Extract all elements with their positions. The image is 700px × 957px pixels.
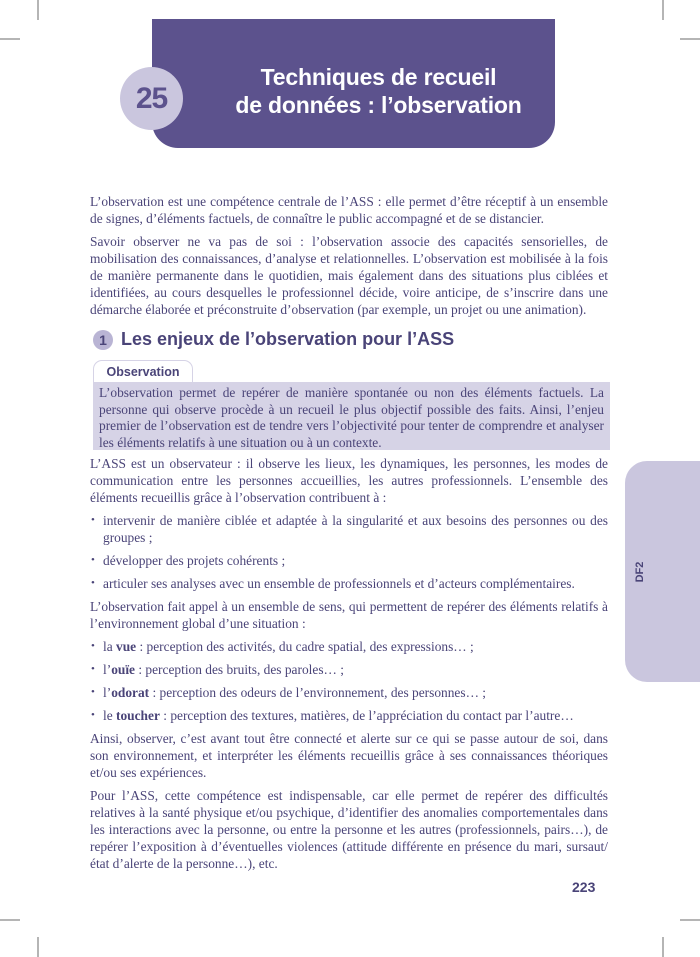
list-item: [90, 638, 608, 655]
body-section: [90, 455, 608, 878]
senses-list: [90, 638, 608, 724]
sense-term: ouïe: [111, 662, 135, 677]
observer-paragraph: L’ASS est un observateur : il observe les lieux, les dynamiques, les personnes, les modes de communication entre les personnes accueillies, les autres professionnels. L’ensemble des éléments recueillis grâce à l’observation contribuent à :: [90, 456, 608, 505]
chapter-banner: [152, 19, 555, 148]
contributions-list: [90, 512, 608, 592]
definition-box: [93, 382, 610, 450]
intro-paragraph: Savoir observer ne va pas de soi : l’observation associe des capacités sensorielles, de mobilisation des connaissances, d’analyse et relationnelles. L’observation est mobilisée à la fois de manière permanente dans le quotidien, mais également dans des situations plus ciblées et identifiées, au cours desquelles le professionnel décide, voire anticipe, de s’inscrire dans une démarche élaborée et préconstruite d’observation (par exemple, un projet ou une animation).: [90, 234, 608, 317]
sense-prefix: le: [103, 708, 117, 723]
crop-mark: [680, 919, 700, 921]
sense-term: odorat: [111, 685, 150, 700]
crop-mark: [662, 937, 664, 957]
conclusion-paragraph: Ainsi, observer, c’est avant tout être connecté et alerte sur ce qui se passe autour de soi, dans son environnement, et interpréter les éléments recueillis grâce à ses connaissances théoriques et/ou ses expériences.: [90, 731, 608, 780]
section-number-badge: 1: [93, 330, 113, 350]
list-item: • développer des projets cohérents ;: [90, 552, 608, 569]
list-item: [90, 684, 608, 701]
chapter-number-badge: 25: [120, 67, 183, 130]
senses-paragraph: L’observation fait appel à un ensemble de sens, qui permettent de repérer des éléments relatifs à l’environnement global d’une situation :: [90, 599, 608, 631]
sense-text: : perception des odeurs de l’environnement, des personnes… ;: [149, 685, 487, 700]
list-item: • intervenir de manière ciblée et adaptée à la singularité et aux besoins des personnes ou des groupes ;: [90, 512, 608, 546]
intro-paragraph: L’observation est une compétence centrale de l’ASS : elle permet d’être réceptif à un ensemble de signes, d’éléments factuels, de connaître le public accompagné et de se distancier.: [90, 194, 608, 226]
chapter-title: [212, 63, 545, 119]
intro-section: [90, 193, 608, 324]
sense-term: vue: [116, 639, 137, 654]
crop-mark: [37, 937, 39, 957]
list-item: • articuler ses analyses avec un ensemble de professionnels et d’acteurs complémentaires.: [90, 575, 608, 592]
crop-mark: [37, 0, 39, 20]
page-number: 223: [572, 879, 596, 895]
chapter-title-line1: Techniques de recueil: [260, 64, 497, 90]
conclusion-paragraph: Pour l’ASS, cette compétence est indispensable, car elle permet de repérer des difficultés relatives à la santé physique et/ou psychique, d’identifier des anomalies comportementales dans les interactions avec la personne, ou entre la personne et les autres (professionnels, pairs…), de repérer l’exposition à d’éventuelles violences (attitude différente en présence du mari, sursaut/état d’alerte de la personne…), etc.: [90, 788, 608, 871]
chapter-title-line2: de données : l’observation: [235, 92, 522, 118]
crop-mark: [0, 38, 20, 40]
list-item: [90, 661, 608, 678]
sense-text: : perception des bruits, des paroles… ;: [135, 662, 344, 677]
crop-mark: [662, 0, 664, 20]
sense-prefix: l’: [103, 685, 112, 700]
section-heading: [93, 329, 454, 350]
definition-label: Observation: [93, 360, 193, 382]
list-item: [90, 707, 608, 724]
section-title: Les enjeux de l’observation pour l’ASS: [121, 329, 455, 349]
sense-text: : perception des textures, matières, de l’appréciation du contact par l’autre…: [159, 708, 574, 723]
sense-prefix: l’: [103, 662, 112, 677]
sense-text: : perception des activités, du cadre spatial, des expressions… ;: [136, 639, 474, 654]
crop-mark: [0, 919, 20, 921]
crop-mark: [680, 38, 700, 40]
sense-term: toucher: [116, 708, 160, 723]
sense-prefix: la: [103, 639, 117, 654]
definition-text: L’observation permet de repérer de manière spontanée ou non des éléments factuels. La personne qui observe procède à un recueil le plus objectif possible des faits. Ainsi, l’enjeu premier de l’observation est de tendre vers l’objectivité pour tenter de comprendre et analyser les éléments relatifs à une situation ou à un contexte.: [99, 385, 604, 450]
side-tab-label: DF2: [634, 561, 646, 583]
